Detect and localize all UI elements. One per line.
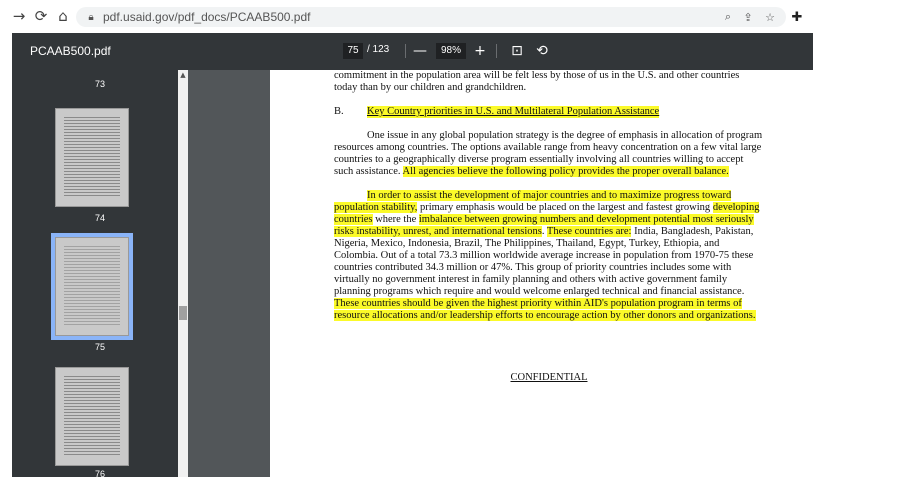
text-run: India, Bangladesh, Pakistan, Nigeria, Mexico, Indonesia, Brazil, The Philippines, Thailand, Egypt, Turkey, Ethiopia, and Colombia. Out of a total 73.3 million worldwide average increase in population from 1970-75 these countries contributed 34.3 million or 47%. This group of priority countries includes some with virtually no government interest in family planning and others with active government family planning programs which require and would welcome enlarged technical and financial assistance. (334, 226, 754, 297)
scrollbar-thumb[interactable] (179, 306, 187, 320)
confidential-footer: CONFIDENTIAL (510, 372, 588, 383)
address-bar[interactable] (76, 7, 786, 27)
zoom-icon[interactable]: ⌕ (724, 10, 732, 23)
thumbnail-page-75[interactable] (55, 237, 129, 336)
thumbnail-label: 73 (94, 79, 105, 89)
share-icon[interactable]: ⇪ (743, 10, 753, 24)
toolbar-divider (405, 44, 406, 58)
back-arrow-icon[interactable]: → (12, 7, 26, 25)
page-total: / 123 (367, 44, 390, 55)
paragraph (334, 130, 764, 178)
highlighted-text: developing countries (334, 202, 760, 225)
thumbnail-preview (64, 246, 120, 327)
home-icon[interactable]: ⌂ (58, 7, 68, 25)
text-line: today than by our children and grandchildren. (334, 82, 527, 93)
sidebar-scrollbar[interactable] (178, 70, 188, 477)
page-content (334, 70, 764, 384)
section-title: Key Country priorities in U.S. and Multilateral Population Assistance (367, 106, 660, 117)
text-line: commitment in the population area will be felt less by those of us in the U.S. and other countries (334, 70, 740, 81)
reload-icon[interactable]: ⟳ (34, 7, 48, 25)
thumbnail-page-76[interactable] (55, 367, 129, 466)
thumbnail-preview (64, 376, 120, 457)
thumbnail-sidebar (12, 70, 188, 477)
thumbnail-page-74[interactable] (55, 108, 129, 207)
text-run: primary emphasis would be placed on the largest and fastest growing (419, 202, 711, 213)
zoom-out-button[interactable]: — (413, 43, 427, 59)
lock-icon[interactable]: 🔒︎ (88, 11, 94, 23)
zoom-in-button[interactable]: + (474, 43, 486, 59)
puzzle-icon[interactable]: ✚ (791, 9, 803, 25)
pdf-page (270, 70, 813, 477)
highlighted-text: imbalance between growing numbers and development potential most seriously risks instability, unrest, and international tensions (334, 214, 754, 237)
scroll-up-arrow-icon[interactable]: ▲ (180, 71, 186, 79)
url-text[interactable]: pdf.usaid.gov/pdf_docs/PCAAB500.pdf (103, 10, 311, 24)
pdf-toolbar (12, 33, 813, 70)
text-run: . (541, 226, 545, 237)
thumbnail-label: 74 (94, 213, 105, 223)
fit-page-icon[interactable]: ⊡ (511, 43, 523, 59)
text-run: One issue in any global population strategy is the degree of emphasis in allocation of program resources among countries. The options available range from heavy concentration on a few vital large countries to a geographically diverse program essentially involving all countries willing to accept such assistance. (334, 130, 763, 177)
star-icon[interactable]: ☆ (765, 10, 775, 24)
page-number-input[interactable]: 75 (343, 43, 363, 59)
highlighted-text: In order to assist the development of major countries and to maximize progress toward population stability, (334, 190, 732, 213)
pdf-viewer (12, 33, 813, 477)
zoom-input[interactable]: 98% (436, 43, 466, 59)
toolbar-divider (496, 44, 497, 58)
rotate-icon[interactable]: ⟲ (536, 43, 548, 59)
paragraph (334, 190, 764, 322)
thumbnail-preview (64, 117, 120, 198)
highlighted-text: These countries are: (546, 226, 632, 237)
thumbnail-label: 76 (94, 469, 105, 477)
paragraph (334, 70, 764, 94)
browser-toolbar (0, 0, 924, 33)
section-heading (334, 106, 764, 118)
document-title: PCAAB500.pdf (30, 44, 111, 58)
highlighted-text: These countries should be given the highest priority within AID's population program in terms of resource allocations and/or leadership efforts to encourage action by other donors and organizations. (334, 298, 756, 321)
text-run: where the (375, 214, 417, 225)
section-letter: B. (334, 106, 344, 117)
thumbnail-label: 75 (94, 342, 105, 352)
highlighted-text: All agencies believe the following policy provides the proper overall balance. (402, 166, 729, 177)
